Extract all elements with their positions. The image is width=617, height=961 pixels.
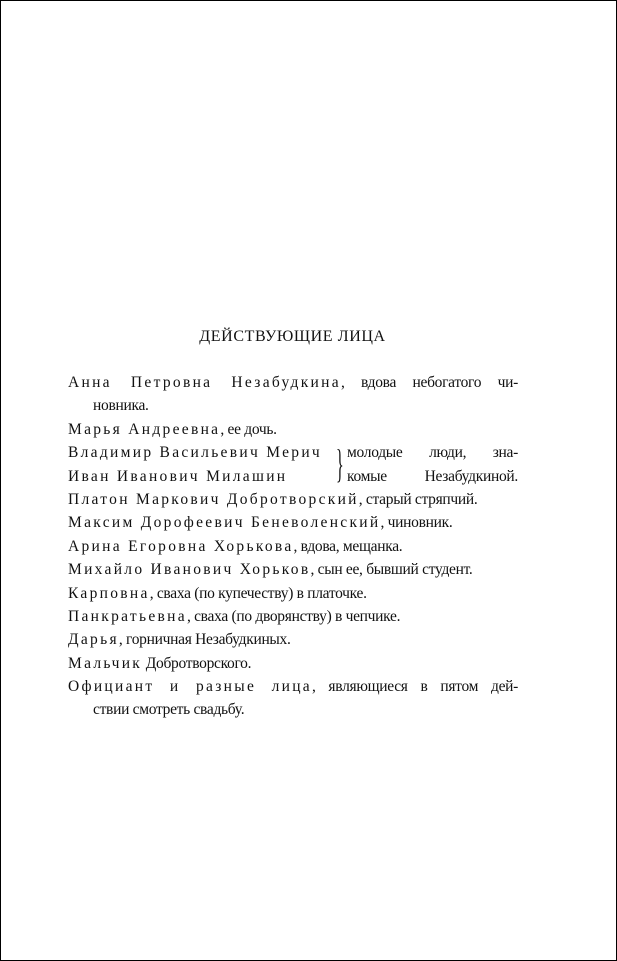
character-name: Михайло Иванович Хорьков [68, 561, 311, 579]
character-name: Максим Дорофеевич Беневоленский [68, 514, 381, 532]
list-item [68, 652, 518, 675]
brace: } [336, 441, 344, 487]
character-desc: , горничная Незабудкиных. [118, 631, 291, 649]
list-item [68, 675, 518, 698]
character-name: Арина Егоровна Хорькова [68, 537, 294, 555]
character-name: Марья Андреевна [68, 420, 221, 438]
character-desc: , сваха (по дворянству) в чепчике. [186, 607, 401, 625]
list-item [68, 511, 518, 534]
list-item [68, 371, 518, 394]
character-name: Анна Петровна Незабудкина [68, 374, 341, 391]
page-title: ДЕЙСТВУЮЩИЕ ЛИЦА [199, 328, 386, 345]
list-item [68, 582, 518, 605]
character-name: Официант и разные лица [68, 678, 312, 696]
character-name: Платон Маркович Добротворский [68, 490, 359, 508]
character-name: Панкратьевна [68, 607, 187, 625]
list-item-pair [68, 441, 518, 488]
character-name: Карповна [68, 584, 150, 602]
list-item-continuation [68, 394, 518, 417]
character-name: Иван Иванович Милашин [68, 467, 288, 485]
character-desc: , вдова, мещанка. [293, 537, 403, 555]
character-desc: молодые люди, зна- [347, 444, 518, 462]
character-desc: , чиновник. [380, 514, 453, 532]
character-desc: , являющиеся в пятом дей- [312, 678, 518, 696]
character-desc: новника. [93, 397, 149, 415]
character-desc: Добротворского. [142, 654, 252, 672]
list-item [68, 605, 518, 628]
character-desc: , вдова небогатого чи- [340, 374, 518, 391]
list-item [68, 535, 518, 558]
character-desc: , ее дочь. [220, 420, 277, 438]
character-desc: , сын ее, бывший студент. [310, 561, 473, 579]
character-desc: ствии смотреть свадьбу. [93, 701, 245, 719]
list-item [68, 558, 518, 581]
character-desc: , старый стряпчий. [358, 490, 478, 508]
list-item [68, 488, 518, 511]
character-desc: комые Незабудкиной. [347, 467, 518, 485]
list-item [68, 628, 518, 651]
list-item-continuation [68, 698, 518, 721]
character-name: Дарья [68, 631, 119, 649]
character-name: Мальчик [68, 654, 143, 672]
character-list [68, 371, 518, 722]
character-name: Владимир Васильевич Мерич [68, 444, 323, 462]
list-item [68, 418, 518, 441]
character-desc: , сваха (по купечеству) в платочке. [149, 584, 367, 602]
